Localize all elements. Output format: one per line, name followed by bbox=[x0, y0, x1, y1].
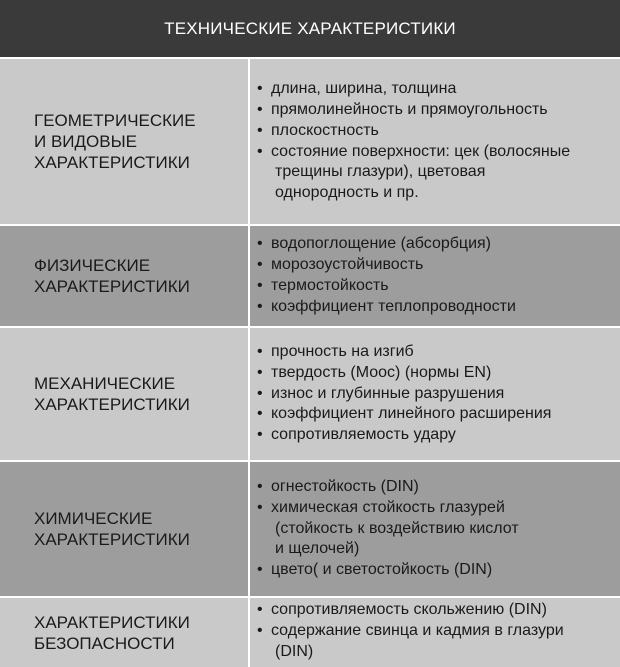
list-item-continuation: и щелочей) bbox=[275, 540, 360, 558]
list-item: • длина, ширина, толщина bbox=[257, 79, 570, 100]
list-item: • цвето( и светостойкость (DIN) bbox=[257, 560, 519, 581]
list-item: • сопротивляемость удару bbox=[257, 425, 551, 446]
list-item: • химическая стойкость глазурей (стойкость к воздействию кислот и щелочей) bbox=[257, 498, 519, 560]
bullet-icon: • bbox=[257, 498, 263, 516]
list-item: • твердость (Моос) (нормы EN) bbox=[257, 363, 551, 384]
items-chemical bbox=[250, 462, 620, 596]
list-item: • прямолинейность и прямоугольность bbox=[257, 100, 570, 121]
items-physical bbox=[250, 226, 620, 326]
bullet-icon: • bbox=[257, 343, 263, 360]
table-header bbox=[0, 0, 620, 57]
list-item: • сопротивляемость скольжению (DIN) bbox=[257, 600, 564, 621]
bullet-icon: • bbox=[257, 121, 263, 139]
list-item: • плоскостность bbox=[257, 121, 570, 142]
category-safety: ХАРАКТЕРИСТИКИ БЕЗОПАСНОСТИ bbox=[34, 612, 190, 653]
bullet-icon: • bbox=[257, 561, 263, 579]
bullet-icon: • bbox=[257, 297, 263, 315]
category-geometric: ГЕОМЕТРИЧЕСКИЕ И ВИДОВЫЕ ХАРАКТЕРИСТИКИ bbox=[34, 111, 196, 172]
list-item: • термостойкость bbox=[257, 276, 516, 297]
bullet-icon: • bbox=[257, 142, 263, 160]
list-item: • износ и глубинные разрушения bbox=[257, 384, 551, 405]
bullet-icon: • bbox=[257, 426, 263, 444]
list-item: • содержание свинца и кадмия в глазури (DIN) bbox=[257, 621, 564, 663]
bullet-icon: • bbox=[257, 100, 263, 118]
category-mechanical: МЕХАНИЧЕСКИЕ ХАРАКТЕРИСТИКИ bbox=[34, 374, 190, 414]
list-item: • коэффициент теплопроводности bbox=[257, 297, 516, 318]
bullet-icon: • bbox=[257, 621, 263, 639]
row-chemical bbox=[0, 462, 620, 596]
list-item: • водопоглощение (абсорбция) bbox=[257, 234, 516, 255]
list-item: • прочность на изгиб bbox=[257, 342, 551, 363]
bullet-icon: • bbox=[257, 363, 263, 381]
bullet-icon: • bbox=[257, 384, 263, 402]
list-item: • состояние поверхности: цек (волосяные трещины глазури), цветовая однородность и пр. bbox=[257, 142, 570, 204]
bullet-icon: • bbox=[257, 405, 263, 423]
items-safety bbox=[250, 598, 620, 667]
bullet-icon: • bbox=[257, 601, 263, 618]
items-mechanical bbox=[250, 328, 620, 460]
bullet-icon: • bbox=[257, 235, 263, 253]
row-safety bbox=[0, 598, 620, 667]
category-physical: ФИЗИЧЕСКИЕ ХАРАКТЕРИСТИКИ bbox=[34, 256, 190, 296]
row-physical bbox=[0, 226, 620, 326]
bullet-icon: • bbox=[257, 478, 263, 495]
list-item: • морозоустойчивость bbox=[257, 255, 516, 276]
list-item-continuation: однородность и пр. bbox=[275, 184, 419, 202]
row-geometric bbox=[0, 59, 620, 224]
row-mechanical bbox=[0, 328, 620, 460]
list-item: • огнестойкость (DIN) bbox=[257, 477, 519, 498]
list-item-continuation: (стойкость к воздействию кислот bbox=[275, 519, 519, 537]
category-chemical: ХИМИЧЕСКИЕ ХАРАКТЕРИСТИКИ bbox=[34, 509, 190, 549]
items-geometric bbox=[250, 59, 620, 224]
bullet-icon: • bbox=[257, 80, 263, 98]
list-item: • коэффициент линейного расширения bbox=[257, 404, 551, 425]
bullet-icon: • bbox=[257, 277, 263, 294]
table-title: ТЕХНИЧЕСКИЕ ХАРАКТЕРИСТИКИ bbox=[164, 18, 456, 38]
list-item-continuation: (DIN) bbox=[275, 642, 314, 660]
list-item-continuation: трещины глазури), цветовая bbox=[275, 163, 486, 181]
bullet-icon: • bbox=[257, 256, 263, 274]
